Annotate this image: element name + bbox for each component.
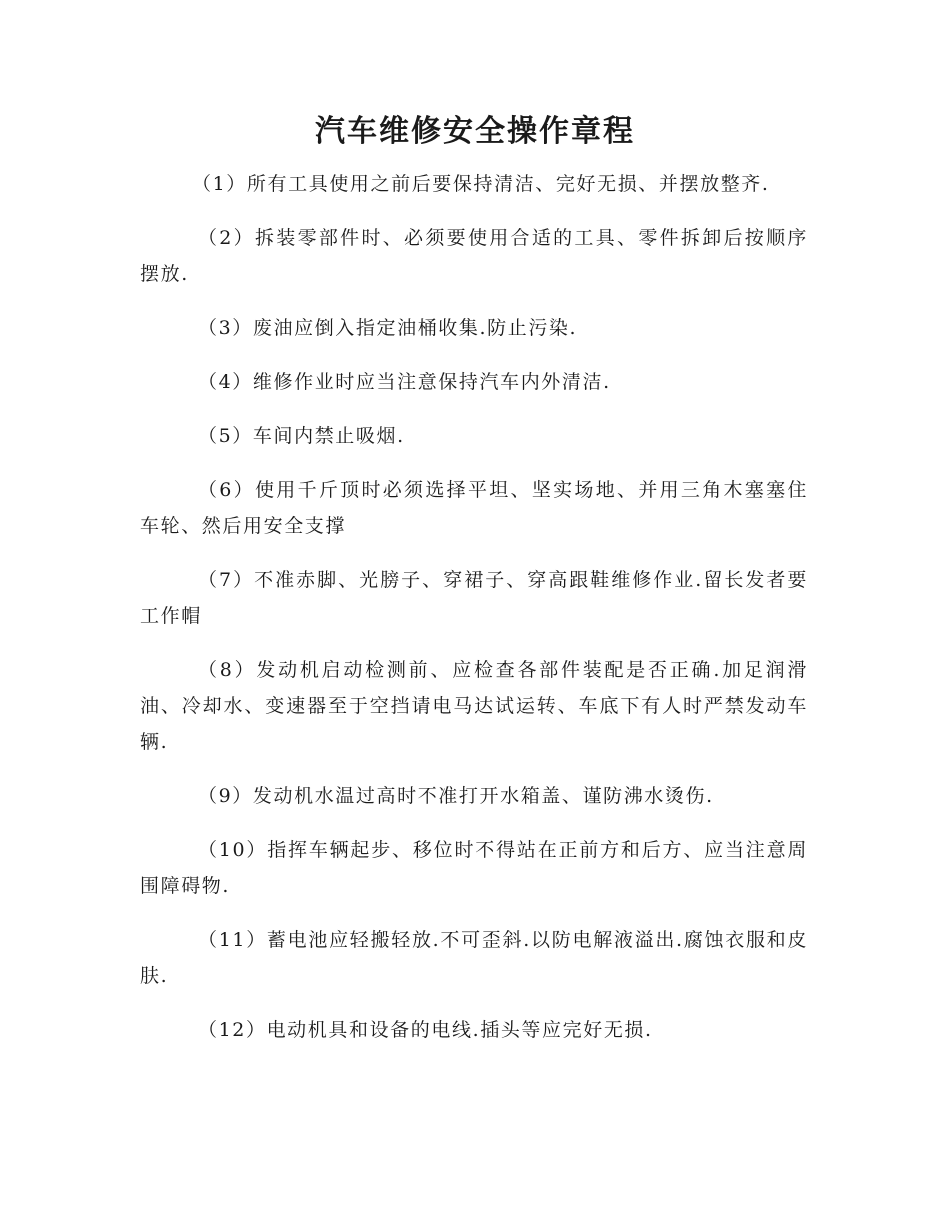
rule-paragraph-11: （11）蓄电池应轻搬轻放.不可歪斜.以防电解液溢出.腐蚀衣服和皮肤. — [140, 929, 808, 987]
rule-paragraph-1: （1）所有工具使用之前后要保持清洁、完好无损、并摆放整齐. — [192, 173, 770, 195]
rule-paragraph-2: （2）拆装零部件时、必须要使用合适的工具、零件拆卸后按顺序摆放. — [140, 227, 808, 285]
rule-paragraph-5: （5）车间内禁止吸烟. — [198, 425, 405, 447]
rule-paragraph-6: （6）使用千斤顶时必须选择平坦、坚实场地、并用三角木塞塞住车轮、然后用安全支撑 — [140, 479, 808, 537]
rule-paragraph-9: （9）发动机水温过高时不准打开水箱盖、谨防沸水烫伤. — [198, 785, 714, 807]
rule-paragraph-12: （12）电动机具和设备的电线.插头等应完好无损. — [198, 1019, 653, 1041]
rule-paragraph-8: （8）发动机启动检测前、应检查各部件装配是否正确.加足润滑油、冷却水、变速器至于空挡请电马达试运转、车底下有人时严禁发动车辆. — [140, 659, 808, 753]
rule-paragraph-4: （4）维修作业时应当注意保持汽车内外清洁. — [198, 371, 611, 393]
rule-paragraph-10: （10）指挥车辆起步、移位时不得站在正前方和后方、应当注意周围障碍物. — [140, 839, 808, 897]
document-title: 汽车维修安全操作章程 — [315, 114, 635, 149]
rule-paragraph-7: （7）不准赤脚、光膀子、穿裙子、穿高跟鞋维修作业.留长发者要工作帽 — [140, 569, 808, 627]
rule-paragraph-3: （3）废油应倒入指定油桶收集.防止污染. — [198, 317, 578, 339]
document-body — [140, 166, 808, 1066]
